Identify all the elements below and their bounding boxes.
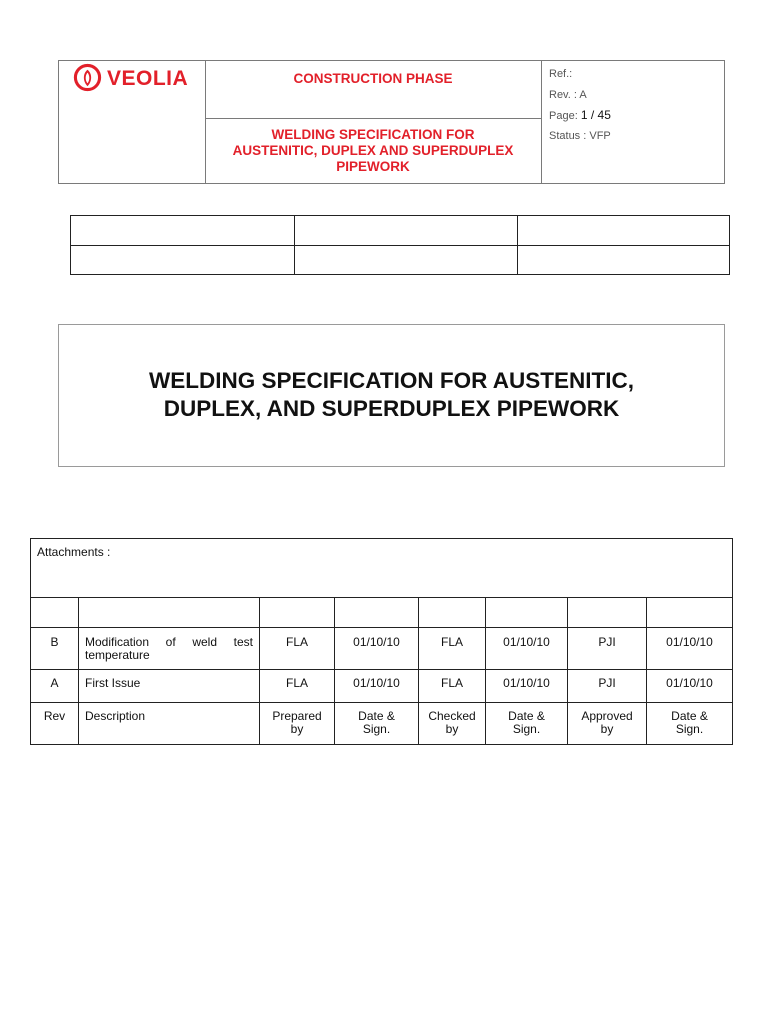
col-header-description: Description bbox=[79, 703, 260, 745]
blank-cell bbox=[419, 598, 486, 628]
col-header-rev: Rev bbox=[31, 703, 79, 745]
col-header-checked: Checked by bbox=[419, 703, 486, 745]
attachments-cell: Attachments : bbox=[31, 539, 733, 598]
col-header-approved: Approved by bbox=[568, 703, 647, 745]
document-title-line-1: WELDING SPECIFICATION FOR AUSTENITIC, bbox=[149, 368, 634, 393]
rev-cell: A bbox=[31, 670, 79, 703]
rev-cell: B bbox=[31, 628, 79, 670]
document-header bbox=[58, 60, 725, 184]
table-row bbox=[31, 670, 733, 703]
page-field: Page: 1 / 45 bbox=[549, 108, 611, 122]
column-header-row bbox=[31, 703, 733, 745]
ref-field: Ref.: bbox=[549, 68, 573, 80]
date-cell: 01/10/10 bbox=[486, 628, 568, 670]
blank-cell bbox=[647, 598, 733, 628]
header-title-line-2: AUSTENITIC, DUPLEX AND SUPERDUPLEX bbox=[232, 143, 514, 158]
veolia-swirl-icon bbox=[73, 63, 102, 92]
veolia-logo bbox=[73, 63, 203, 95]
blank-cell bbox=[335, 598, 419, 628]
description-cell: First Issue bbox=[79, 670, 260, 703]
col-header-date: Date & Sign. bbox=[647, 703, 733, 745]
blank-cell bbox=[486, 598, 568, 628]
status-field: Status : VFP bbox=[549, 129, 611, 142]
checked-cell: FLA bbox=[419, 670, 486, 703]
document-title bbox=[59, 367, 724, 423]
prepared-cell: FLA bbox=[260, 628, 335, 670]
revision-table bbox=[30, 538, 733, 745]
header-title-cell bbox=[205, 119, 542, 183]
col-header-date: Date & Sign. bbox=[486, 703, 568, 745]
table-row bbox=[31, 628, 733, 670]
revision-field: Rev. : A bbox=[549, 88, 587, 101]
col-header-prepared: Prepared by bbox=[260, 703, 335, 745]
signature-cell bbox=[295, 245, 518, 275]
construction-phase-label: CONSTRUCTION PHASE bbox=[293, 71, 453, 86]
date-cell: 01/10/10 bbox=[335, 670, 419, 703]
logo-cell bbox=[59, 61, 206, 183]
signature-grid bbox=[70, 215, 730, 275]
approved-cell: PJI bbox=[568, 670, 647, 703]
date-cell: 01/10/10 bbox=[647, 628, 733, 670]
date-cell: 01/10/10 bbox=[335, 628, 419, 670]
header-title-line-1: WELDING SPECIFICATION FOR bbox=[271, 127, 475, 142]
date-cell: 01/10/10 bbox=[647, 670, 733, 703]
header-doc-title bbox=[205, 127, 541, 175]
page-total: 45 bbox=[597, 108, 611, 122]
prepared-cell: FLA bbox=[260, 670, 335, 703]
document-title-line-2: DUPLEX, AND SUPERDUPLEX PIPEWORK bbox=[163, 396, 620, 421]
logo-wordmark: VEOLIA bbox=[107, 67, 189, 90]
signature-cell bbox=[295, 216, 518, 246]
col-header-date: Date & Sign. bbox=[335, 703, 419, 745]
phase-cell bbox=[205, 61, 542, 119]
blank-cell bbox=[568, 598, 647, 628]
blank-cell bbox=[31, 598, 79, 628]
date-cell: 01/10/10 bbox=[486, 670, 568, 703]
page-current: 1 bbox=[580, 108, 588, 122]
checked-cell: FLA bbox=[419, 628, 486, 670]
description-cell: Modification of weld test temperature bbox=[79, 628, 260, 670]
title-box bbox=[58, 324, 725, 467]
signature-cell bbox=[518, 216, 730, 246]
blank-cell bbox=[79, 598, 260, 628]
signature-cell bbox=[518, 245, 730, 275]
signature-cell bbox=[71, 216, 295, 246]
document-meta bbox=[549, 67, 611, 149]
blank-cell bbox=[260, 598, 335, 628]
header-title-line-3: PIPEWORK bbox=[336, 159, 410, 174]
signature-cell bbox=[71, 245, 295, 275]
approved-cell: PJI bbox=[568, 628, 647, 670]
